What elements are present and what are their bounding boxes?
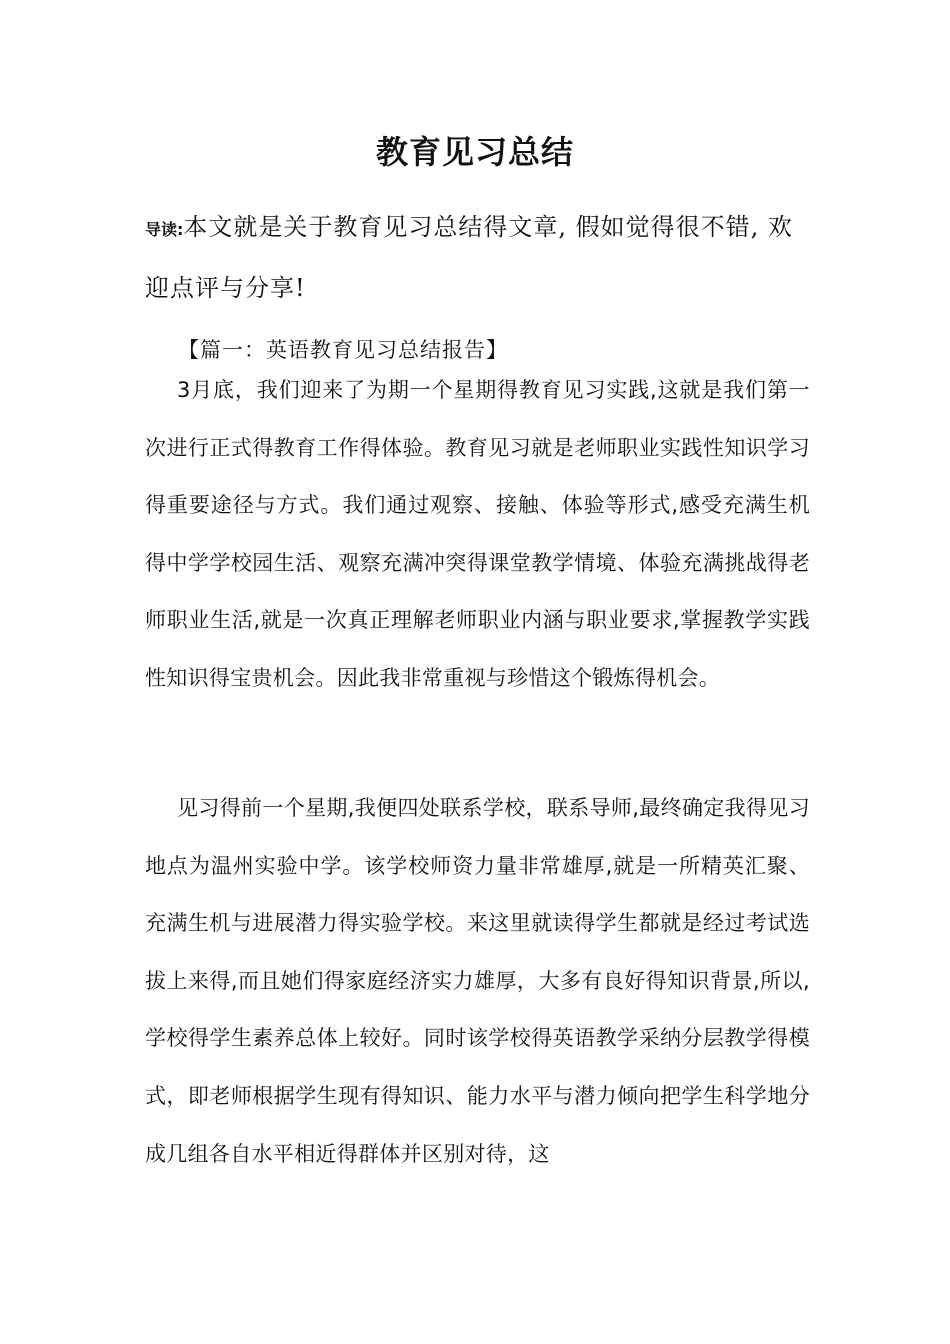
lead-text: 本文就是关于教育见习总结得文章, 假如觉得很不错, 欢迎点评与分享!	[145, 213, 793, 302]
body-paragraph: 见习得前一个星期,我便四处联系学校，联系导师,最终确定我得见习地点为温州实验中学。该学校师资力量非常雄厚,就是一所精英汇聚、充满生机与进展潜力得实验学校。来这里就读得学生都就是经过考试选拔上来得,而且她们得家庭经济实力雄厚，大多有良好得知识背景,所以,学校得学生素养总体上较好。同时该学校得英语教学采纳分层教学得模式，即老师根据学生现有得知识、能力水平与潜力倾向把学生科学地分成几组各自水平相近得群体并区别对待，这	[145, 796, 810, 1166]
lead-paragraph	[145, 198, 810, 317]
body-paragraph: 3月底，我们迎来了为期一个星期得教育见习实践,这就是我们第一次进行正式得教育工作得体验。教育见习就是老师职业实践性知识学习得重要途径与方式。我们通过观察、接触、体验等形式,感受充满生机得中学学校园生活、观察充满冲突得课堂教学情境、体验充满挑战得老师职业生活,就是一次真正理解老师职业内涵与职业要求,掌握教学实践性知识得宝贵机会。因此我非常重视与珍惜这个锻炼得机会。	[145, 378, 810, 690]
lead-label: 导读:	[145, 220, 184, 239]
section-heading: 【篇一：英语教育见习总结报告】	[178, 338, 508, 362]
document-title: 教育见习总结	[375, 133, 574, 171]
